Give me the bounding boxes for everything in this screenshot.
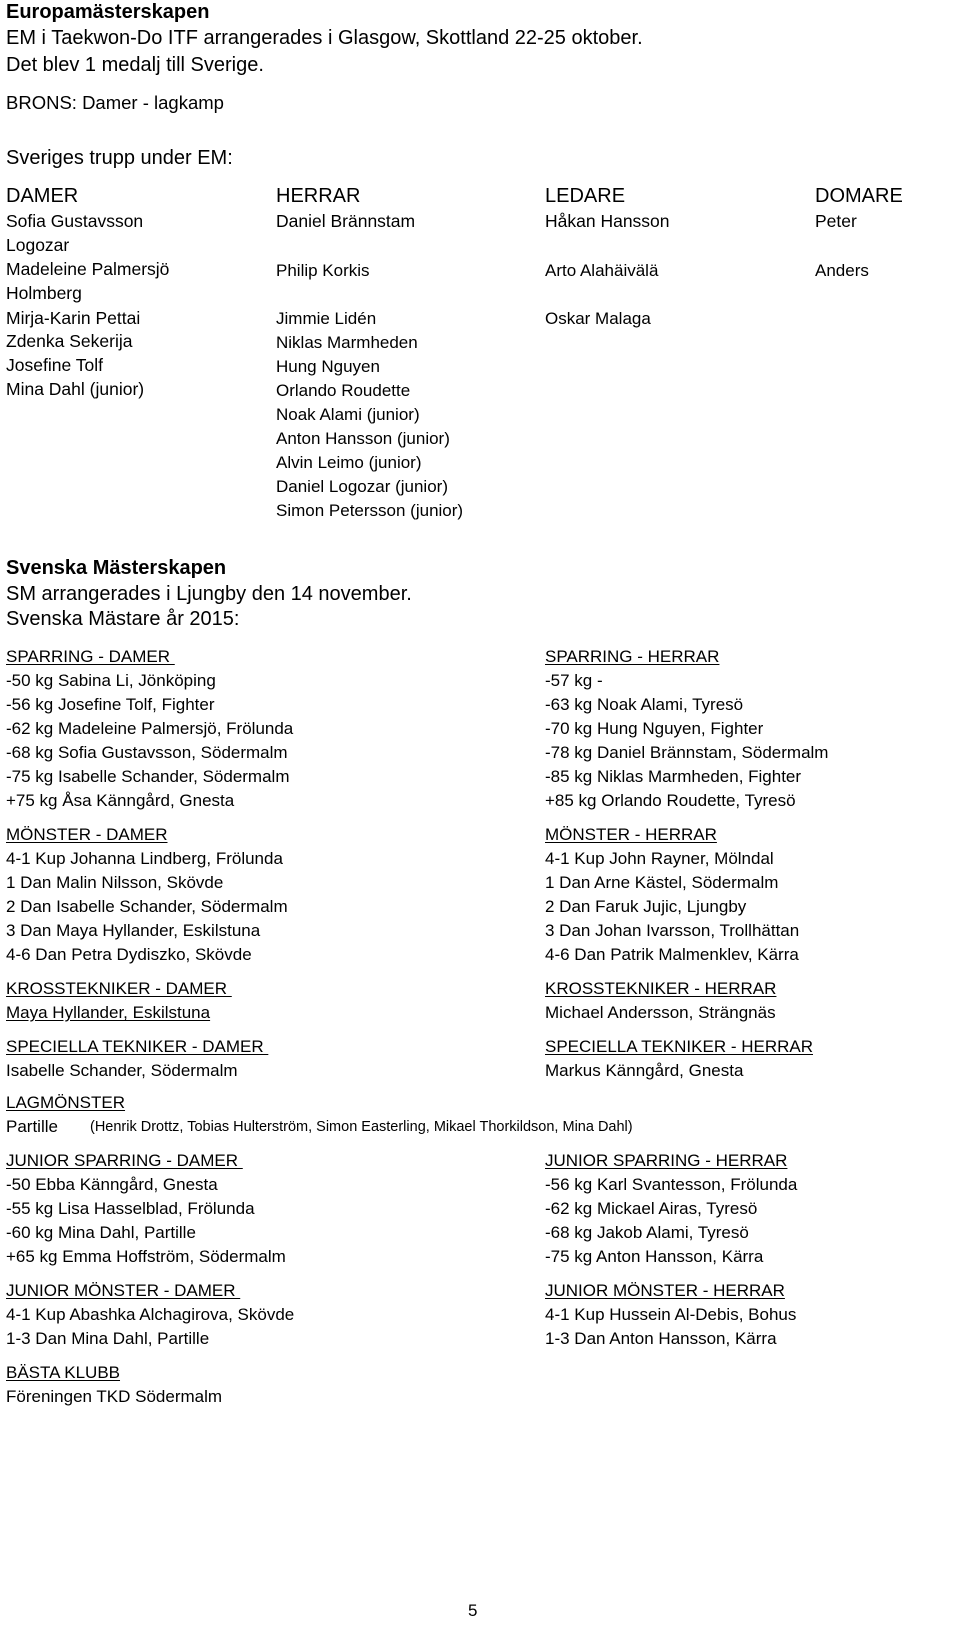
result-item: 4-6 Dan Petra Dydiszko, Skövde [6,945,252,964]
result-item: +65 kg Emma Hoffström, Södermalm [6,1247,286,1266]
result-item: 4-6 Dan Patrik Malmenklev, Kärra [545,945,799,964]
em-intro-line-2: Det blev 1 medalj till Sverige. [6,54,264,76]
section-title: MÖNSTER - DAMER [6,825,168,844]
herrar-member: Philip Korkis [276,261,370,280]
result-item: -68 kg Jakob Alami, Tyresö [545,1223,749,1242]
herrar-member: Simon Petersson (junior) [276,501,464,520]
result-item: 4-1 Kup John Rayner, Mölndal [545,849,774,868]
result-item: Isabelle Schander, Södermalm [6,1061,238,1080]
damer-member: Mirja-Karin Pettai [6,308,141,328]
result-item: -50 kg Sabina Li, Jönköping [6,671,216,690]
best-club-name: Föreningen TKD Södermalm [6,1387,223,1406]
result-item: Markus Känngård, Gnesta [545,1061,744,1080]
result-item: -70 kg Hung Nguyen, Fighter [545,719,764,738]
herrar-member: Alvin Leimo (junior) [276,453,422,472]
result-item: 3 Dan Maya Hyllander, Eskilstuna [6,921,261,940]
herrar-member: Noak Alami (junior) [276,405,420,424]
herrar-member: Hung Nguyen [276,357,380,376]
result-item: -62 kg Madeleine Palmersjö, Frölunda [6,719,294,738]
section-title: SPECIELLA TEKNIKER - HERRAR [545,1037,813,1056]
col-header-herrar: HERRAR [276,185,361,207]
section-title: JUNIOR SPARRING - DAMER [6,1151,243,1170]
col-header-domare: DOMARE [815,185,903,207]
section-title: SPECIELLA TEKNIKER - DAMER [6,1037,269,1056]
result-item: -85 kg Niklas Marmheden, Fighter [545,767,802,786]
domare-firstname: Peter [815,211,857,231]
team-members: (Henrik Drottz, Tobias Hulterström, Simon Easterling, Mikael Thorkildson, Mina Dahl) [90,1119,633,1135]
damer-member: Zdenka Sekerija [6,331,133,351]
domare-lastname: Logozar [6,235,70,255]
sm-heading: Svenska Mästerskapen [6,557,227,579]
result-item: 1-3 Dan Anton Hansson, Kärra [545,1329,777,1348]
section-title: LAGMÖNSTER [6,1093,126,1112]
result-item: -75 kg Anton Hansson, Kärra [545,1247,764,1266]
result-item: -68 kg Sofia Gustavsson, Södermalm [6,743,288,762]
result-item: +85 kg Orlando Roudette, Tyresö [545,791,796,810]
section-title: BÄSTA KLUBB [6,1363,121,1382]
result-item: 1 Dan Arne Kästel, Södermalm [545,873,779,892]
herrar-member: Niklas Marmheden [276,333,418,352]
result-item: 2 Dan Faruk Jujic, Ljungby [545,897,747,916]
herrar-member: Jimmie Lidén [276,309,377,328]
section-title: JUNIOR MÖNSTER - DAMER [6,1281,241,1300]
sm-intro-line-1: SM arrangerades i Ljungby den 14 november. [6,583,412,605]
section-title: SPARRING - HERRAR [545,647,720,666]
result-item: 4-1 Kup Johanna Lindberg, Frölunda [6,849,283,868]
result-item: -57 kg - [545,671,603,690]
result-item: -55 kg Lisa Hasselblad, Frölunda [6,1199,255,1218]
result-item: -75 kg Isabelle Schander, Södermalm [6,767,290,786]
result-item: 4-1 Kup Hussein Al-Debis, Bohus [545,1305,797,1324]
result-item: 2 Dan Isabelle Schander, Södermalm [6,897,288,916]
result-item: 3 Dan Johan Ivarsson, Trollhättan [545,921,800,940]
result-item: -60 kg Mina Dahl, Partille [6,1223,196,1242]
em-squad-title: Sveriges trupp under EM: [6,147,233,169]
result-item: -50 Ebba Känngård, Gnesta [6,1175,218,1194]
em-heading: Europamästerskapen [6,1,210,23]
result-item: Michael Andersson, Strängnäs [545,1003,776,1022]
result-item: -63 kg Noak Alami, Tyresö [545,695,744,714]
col-header-damer: DAMER [6,185,79,207]
section-title: MÖNSTER - HERRAR [545,825,717,844]
result-item: -56 kg Karl Svantesson, Frölunda [545,1175,798,1194]
col-header-ledare: LEDARE [545,185,626,207]
result-item: +75 kg Åsa Känngård, Gnesta [6,791,235,810]
section-title: JUNIOR MÖNSTER - HERRAR [545,1281,785,1300]
damer-member: Josefine Tolf [6,355,103,375]
herrar-member: Daniel Brännstam [276,211,416,231]
section-title: KROSSTEKNIKER - HERRAR [545,979,777,998]
result-item: Maya Hyllander, Eskilstuna [6,1003,211,1022]
em-intro-line-1: EM i Taekwon-Do ITF arrangerades i Glasgow, Skottland 22-25 oktober. [6,27,643,49]
page-number: 5 [468,1601,478,1620]
team-club: Partille [6,1117,58,1136]
damer-member: Sofia Gustavsson [6,211,144,231]
result-item: 1 Dan Malin Nilsson, Skövde [6,873,224,892]
result-item: 1-3 Dan Mina Dahl, Partille [6,1329,210,1348]
result-item: -78 kg Daniel Brännstam, Södermalm [545,743,829,762]
ledare-member: Arto Alahäivälä [545,261,659,280]
ledare-member: Håkan Hansson [545,211,670,231]
section-title: JUNIOR SPARRING - HERRAR [545,1151,788,1170]
section-title: SPARRING - DAMER [6,647,175,666]
result-item: -56 kg Josefine Tolf, Fighter [6,695,215,714]
result-item: 4-1 Kup Abashka Alchagirova, Skövde [6,1305,295,1324]
damer-member: Mina Dahl (junior) [6,379,145,399]
section-title: KROSSTEKNIKER - DAMER [6,979,232,998]
sm-intro-line-2: Svenska Mästare år 2015: [6,608,240,630]
result-item: -62 kg Mickael Airas, Tyresö [545,1199,758,1218]
damer-member: Madeleine Palmersjö [6,259,170,279]
herrar-member: Daniel Logozar (junior) [276,477,448,496]
herrar-member: Anton Hansson (junior) [276,429,450,448]
domare-lastname: Holmberg [6,283,82,303]
herrar-member: Orlando Roudette [276,381,411,400]
ledare-member: Oskar Malaga [545,309,651,328]
em-medal: BRONS: Damer - lagkamp [6,92,224,113]
domare-firstname: Anders [815,261,869,280]
